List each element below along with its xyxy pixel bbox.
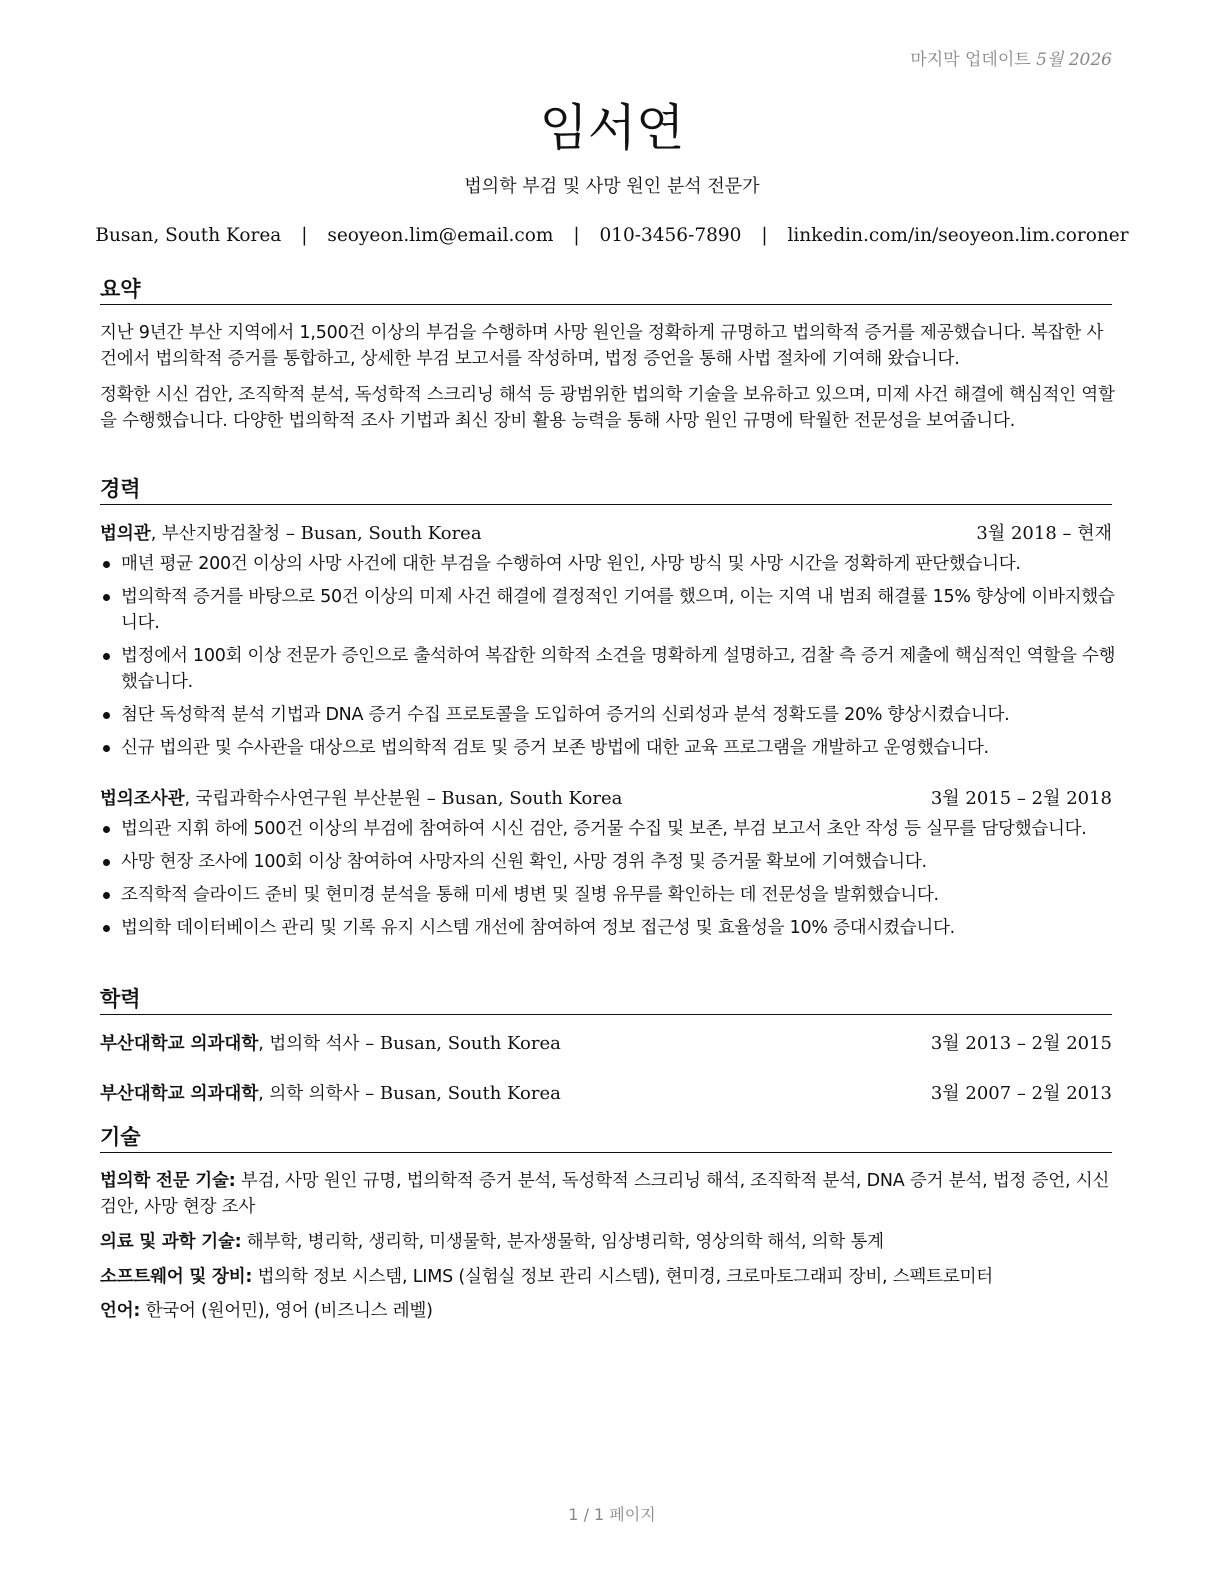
skill-label: 법의학 전문 기술: [100,1171,236,1191]
job-dates: 3월 2018 – 현재 [976,523,1112,544]
list-item: 법의학 데이터베이스 관리 및 기록 유지 시스템 개선에 참여하여 정보 접근성 및 효율성을 10% 증대시켰습니다. [100,915,1116,941]
contact-location: Busan, South Korea [95,225,282,246]
list-item: 조직학적 슬라이드 준비 및 현미경 분석을 통해 미세 병변 및 질병 유무를 확인하는 데 전문성을 발휘했습니다. [100,882,1116,908]
job-location: – Busan, South Korea [280,523,482,544]
list-item: 사망 현장 조사에 100회 이상 참여하여 사망자의 신원 확인, 사망 경위 추정 및 증거물 확보에 기여했습니다. [100,849,1116,875]
education-location: – Busan, South Korea [359,1033,561,1054]
education-location: – Busan, South Korea [359,1083,561,1104]
list-item: 신규 법의관 및 수사관을 대상으로 법의학적 검토 및 증거 보존 방법에 대한 교육 프로그램을 개발하고 운영했습니다. [100,735,1116,761]
candidate-name: 임서연 [539,99,685,157]
job-header [100,521,1112,547]
list-item: 법정에서 100회 이상 전문가 증인으로 출석하여 복잡한 의학적 소견을 명확하게 설명하고, 검찰 측 증거 제출에 핵심적인 역할을 수행했습니다. [100,643,1116,695]
skill-value: 한국어 (원어민), 영어 (비즈니스 레벨) [140,1301,433,1321]
skill-label: 의료 및 과학 기술: [100,1232,242,1252]
last-updated [910,45,1112,70]
list-item: 매년 평균 200건 이상의 사망 사건에 대한 부검을 수행하여 사망 원인, 사망 방식 및 사망 시간을 정확하게 판단했습니다. [100,551,1116,577]
job-role: 법의조사관 [100,789,185,809]
summary-paragraph: 정확한 시신 검안, 조직학적 분석, 독성학적 스크리닝 해석 등 광범위한 법의학 기술을 보유하고 있으며, 미제 사건 해결에 핵심적인 역할을 수행했습니다. 다양한 법의학적 조사 기법과 최신 장비 활용 능력을 통해 사망 원인 규명에 탁월한 전문성을 보여줍니다. [100,385,1115,431]
education-dates: 3월 2013 – 2월 2015 [930,1033,1112,1054]
skill-row [100,1168,1116,1220]
list-item: 법의학적 증거를 바탕으로 50건 이상의 미제 사건 해결에 결정적인 기여를 했으며, 이는 지역 내 범죄 해결률 15% 향상에 이바지했습니다. [100,584,1116,636]
section-title-experience: 경력 [100,476,1112,505]
job-organization: , 국립과학수사연구원 부산분원 [184,789,421,809]
list-item: 첨단 독성학적 분석 기법과 DNA 증거 수집 프로토콜을 도입하여 증거의 신뢰성과 분석 정확도를 20% 향상시켰습니다. [100,702,1116,728]
skill-label: 언어: [100,1301,141,1321]
contact-separator: | [301,225,308,246]
education-entry [100,1031,1112,1057]
job-organization: , 부산지방검찰청 [150,524,281,544]
skill-row [100,1264,1116,1290]
contact-separator: | [573,225,580,246]
section-title-skills: 기술 [100,1124,1112,1153]
skill-value: 해부학, 병리학, 생리학, 미생물학, 분자생물학, 임상병리학, 영상의학 해석, 의학 통계 [241,1232,884,1252]
last-updated-date: 5월 2026 [1036,50,1112,70]
education-degree: , 의학 의학사 [258,1084,360,1104]
education-dates: 3월 2007 – 2월 2013 [930,1083,1112,1104]
job-role: 법의관 [100,524,151,544]
contact-separator: | [761,225,768,246]
skill-label: 소프트웨어 및 장비: [100,1267,253,1287]
education-degree: , 법의학 석사 [258,1034,360,1054]
skill-row [100,1229,1116,1255]
last-updated-label: 마지막 업데이트 [910,50,1031,70]
headline: 법의학 부검 및 사망 원인 분석 전문가 [464,176,760,197]
contact-phone[interactable]: 010-3456-7890 [599,225,742,246]
skill-value: 법의학 정보 시스템, LIMS (실험실 정보 관리 시스템), 현미경, 크로마토그래피 장비, 스펙트로미터 [252,1267,993,1287]
job-header [100,786,1112,812]
contact-line [0,225,1224,246]
summary-paragraph: 지난 9년간 부산 지역에서 1,500건 이상의 부검을 수행하며 사망 원인을 정확하게 규명하고 법의학적 증거를 제공했습니다. 복잡한 사건에서 법의학적 증거를 통합하고, 상세한 부검 보고서를 작성하며, 법정 증언을 통해 사법 절차에 기여해 왔습니다. [100,323,1104,369]
job-location: – Busan, South Korea [420,788,623,809]
job-dates: 3월 2015 – 2월 2018 [930,788,1112,809]
skill-row [100,1298,1116,1324]
skill-value: 부검, 사망 원인 규명, 법의학적 증거 분석, 독성학적 스크리닝 해석, 조직학적 분석, DNA 증거 분석, 법정 증언, 시신 검안, 사망 현장 조사 [100,1171,1110,1217]
education-school: 부산대학교 의과대학 [100,1084,259,1104]
contact-linkedin[interactable]: linkedin.com/in/seoyeon.lim.coroner [787,225,1129,246]
education-school: 부산대학교 의과대학 [100,1034,259,1054]
page-number: 1 / 1 페이지 [568,1505,656,1524]
job-bullets [100,551,1116,768]
list-item: 법의관 지휘 하에 500건 이상의 부검에 참여하여 시신 검안, 증거물 수집 및 보존, 부검 보고서 초안 작성 등 실무를 담당했습니다. [100,816,1116,842]
section-title-summary: 요약 [100,276,1112,305]
contact-email[interactable]: seoyeon.lim@email.com [327,225,554,246]
section-title-education: 학력 [100,986,1112,1015]
job-bullets [100,816,1116,948]
education-entry [100,1081,1112,1107]
